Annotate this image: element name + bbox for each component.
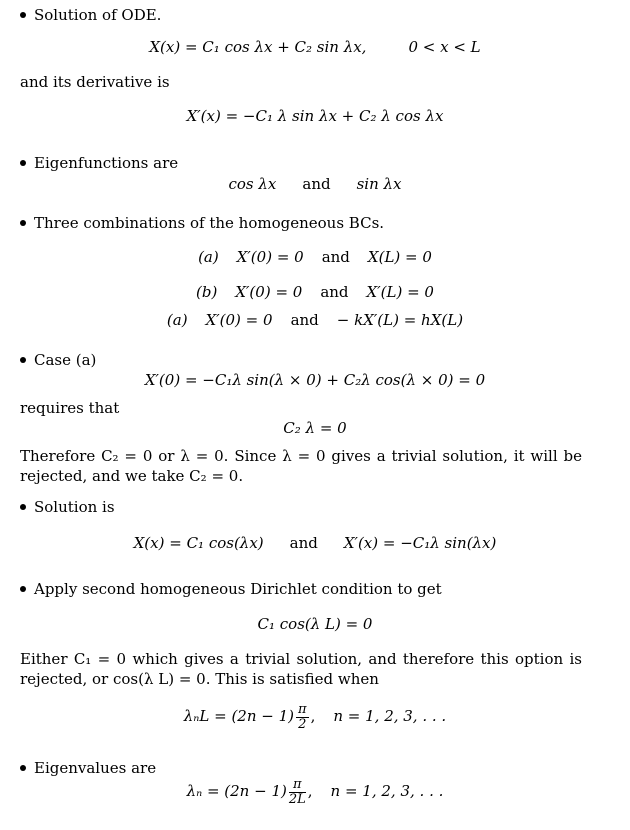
bullet-case-a bbox=[20, 351, 96, 369]
bc-right: − kX′(L) = hX(L) bbox=[336, 311, 464, 329]
equation-solution-main: X(x) = C₁ cos λx + C₂ sin λx, bbox=[149, 38, 367, 56]
equation-case-a: X′(0) = −C₁λ sin(λ × 0) + C₂λ cos(λ × 0) = 0 bbox=[144, 371, 486, 389]
solution-right: X′(x) = −C₁λ sin(λx) bbox=[343, 534, 497, 552]
bc-and: and bbox=[290, 311, 319, 329]
solution-and: and bbox=[289, 534, 318, 552]
bc-case-b bbox=[0, 283, 630, 301]
bullet-text: Apply second homogeneous Dirichlet condition to get bbox=[34, 580, 442, 598]
fraction-denominator: 2L bbox=[288, 791, 306, 807]
fraction-denominator: 2 bbox=[298, 716, 307, 732]
bc-case-c bbox=[0, 311, 630, 329]
equation-solution-domain: 0 < x < L bbox=[408, 38, 481, 56]
equation-lambda-n-L bbox=[0, 700, 630, 732]
bc-and: and bbox=[320, 283, 349, 301]
bullet-solution-is bbox=[20, 498, 115, 516]
punctuation: , bbox=[310, 707, 316, 725]
eigenfunction-sin: sin λx bbox=[356, 175, 402, 193]
eigenfunction-and: and bbox=[302, 175, 331, 193]
solution-left: X(x) = C₁ cos(λx) bbox=[133, 534, 264, 552]
bullet-icon bbox=[20, 220, 26, 226]
equation-c1-cos: C₁ cos(λ L) = 0 bbox=[257, 615, 373, 633]
eigenfunction-cos: cos λx bbox=[228, 175, 277, 193]
bullet-solution-of-ode bbox=[20, 6, 161, 24]
bullet-icon bbox=[20, 160, 26, 166]
equation-eigenvalues bbox=[0, 775, 630, 807]
bullet-text: Solution is bbox=[34, 498, 115, 516]
text-derivative-intro: and its derivative is bbox=[20, 73, 170, 91]
bullet-text: Case (a) bbox=[34, 351, 97, 369]
bullet-eigenfunctions bbox=[20, 154, 178, 172]
equation-solution bbox=[0, 38, 630, 56]
n-range: n = 1, 2, 3, . . . bbox=[333, 707, 447, 725]
bullet-icon bbox=[20, 504, 26, 510]
bullet-icon bbox=[20, 12, 26, 18]
bc-and: and bbox=[321, 248, 350, 266]
lambda-n-L-lhs: λₙL = (2n − 1) bbox=[183, 707, 295, 725]
bullet-three-combinations bbox=[20, 214, 384, 232]
bc-label: (b) bbox=[196, 283, 218, 301]
bullet-apply-dirichlet bbox=[20, 580, 442, 598]
bullet-text: Solution of ODE. bbox=[34, 6, 162, 24]
bullet-icon bbox=[20, 765, 26, 771]
paragraph-either: Either C₁ = 0 which gives a trivial solution, and therefore this option is rejected, or cos(λ L) = 0. This is satisfied when bbox=[20, 650, 582, 688]
bc-case-a bbox=[0, 248, 630, 266]
fraction bbox=[289, 778, 306, 807]
punctuation: , bbox=[307, 782, 313, 800]
equation-solution-is bbox=[0, 534, 630, 552]
equation-derivative: X′(x) = −C₁ λ sin λx + C₂ λ cos λx bbox=[186, 107, 444, 125]
fraction-numerator: π bbox=[298, 701, 307, 717]
bullet-text: Three combinations of the homogeneous BCs. bbox=[34, 214, 385, 232]
bc-right: X′(L) = 0 bbox=[366, 283, 434, 301]
n-range: n = 1, 2, 3, . . . bbox=[330, 782, 444, 800]
bc-left: X′(0) = 0 bbox=[236, 248, 304, 266]
bullet-icon bbox=[20, 357, 26, 363]
fraction-numerator: π bbox=[289, 778, 306, 793]
bullet-icon bbox=[20, 586, 26, 592]
fraction bbox=[296, 703, 309, 732]
bc-label: (a) bbox=[166, 311, 188, 329]
bullet-text: Eigenfunctions are bbox=[34, 154, 179, 172]
text-requires-that: requires that bbox=[20, 399, 120, 417]
equation-eigenfunctions bbox=[0, 175, 630, 193]
paragraph-therefore: Therefore C₂ = 0 or λ = 0. Since λ = 0 gives a trivial solution, it will be rejected, and we take C₂ = 0. bbox=[20, 447, 582, 485]
bc-left: X′(0) = 0 bbox=[235, 283, 303, 301]
equation-c2-lambda: C₂ λ = 0 bbox=[283, 419, 347, 437]
bullet-text: Eigenvalues are bbox=[34, 759, 157, 777]
bc-label: (a) bbox=[198, 248, 219, 266]
bc-right: X(L) = 0 bbox=[367, 248, 432, 266]
bc-left: X′(0) = 0 bbox=[205, 311, 273, 329]
eigenvalues-lhs: λₙ = (2n − 1) bbox=[186, 782, 287, 800]
